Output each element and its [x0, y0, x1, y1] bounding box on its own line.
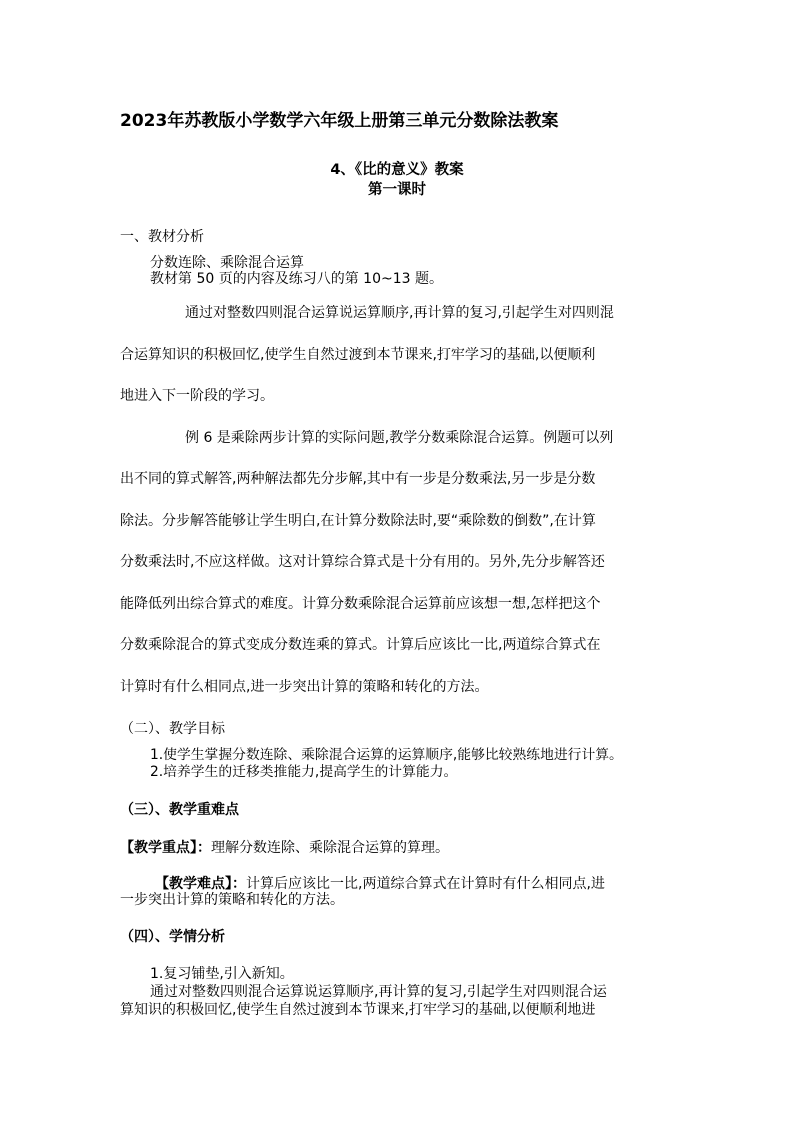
paragraph-line: 计算时有什么相同点,进一步突出计算的策略和转化的方法。 — [120, 679, 489, 695]
section-2-heading: （二）、教学目标 — [120, 721, 225, 737]
paragraph-line: 地进入下一阶段的学习。 — [120, 388, 274, 404]
analysis-line: 通过对整数四则混合运算说运算顺序,再计算的复习,引起学生对四则混合运 — [150, 984, 607, 1000]
section-1-line: 教材第 50 页的内容及练习八的第 10~13 题。 — [150, 271, 443, 287]
paragraph-line: 通过对整数四则混合运算说运算顺序,再计算的复习,引起学生对四则混 — [185, 305, 614, 321]
paragraph-line: 合运算知识的积极回忆,使学生自然过渡到本节课来,打牢学习的基础,以便顺利 — [120, 347, 596, 363]
section-3-heading: （三）、教学重难点 — [120, 802, 239, 818]
objective-item: 2.培养学生的迁移类推能力,提高学生的计算能力。 — [150, 764, 458, 780]
difficulty-line — [155, 876, 605, 893]
paragraph-line: 例 6 是乘除两步计算的实际问题,教学分数乘除混合运算。例题可以列 — [185, 430, 614, 446]
section-1-heading: 一、教材分析 — [120, 229, 204, 245]
difficulty-text: 计算后应该比一比,两道综合算式在计算时有什么相同点,进 — [246, 876, 605, 892]
key-point-label: 【教学重点】： — [120, 840, 211, 856]
difficulty-label: 【教学难点】： — [155, 876, 246, 892]
objective-item: 1.使学生掌握分数连除、乘除混合运算的运算顺序,能够比较熟练地进行计算。 — [150, 747, 623, 763]
paragraph-line: 分数乘法时,不应这样做。这对计算综合算式是十分有用的。另外,先分步解答还 — [120, 554, 605, 570]
document-title: 2023年苏教版小学数学六年级上册第三单元分数除法教案 — [120, 111, 559, 131]
paragraph-line: 除法。分步解答能够让学生明白,在计算分数除法时,要“乘除数的倒数”,在计算 — [120, 513, 596, 529]
lesson-title: 4、《比的意义》教案 — [330, 162, 464, 178]
paragraph-line: 能降低列出综合算式的难度。计算分数乘除混合运算前应该想一想,怎样把这个 — [120, 596, 601, 612]
key-point-text: 理解分数连除、乘除混合运算的算理。 — [211, 840, 449, 856]
analysis-item: 1.复习铺垫,引入新知。 — [150, 966, 294, 982]
lesson-period: 第一课时 — [368, 182, 426, 198]
key-point-line — [120, 840, 449, 857]
difficulty-continued: 一步突出计算的策略和转化的方法。 — [120, 892, 344, 908]
paragraph-line: 出不同的算式解答,两种解法都先分步解,其中有一步是分数乘法,另一步是分数 — [120, 471, 596, 487]
paragraph-line: 分数乘除混合的算式变成分数连乘的算式。计算后应该比一比,两道综合算式在 — [120, 637, 601, 653]
analysis-line: 算知识的积极回忆,使学生自然过渡到本节课来,打牢学习的基础,以便顺利地进 — [120, 1002, 596, 1018]
section-4-heading: （四）、学情分析 — [120, 929, 225, 945]
section-1-line: 分数连除、乘除混合运算 — [150, 255, 304, 271]
